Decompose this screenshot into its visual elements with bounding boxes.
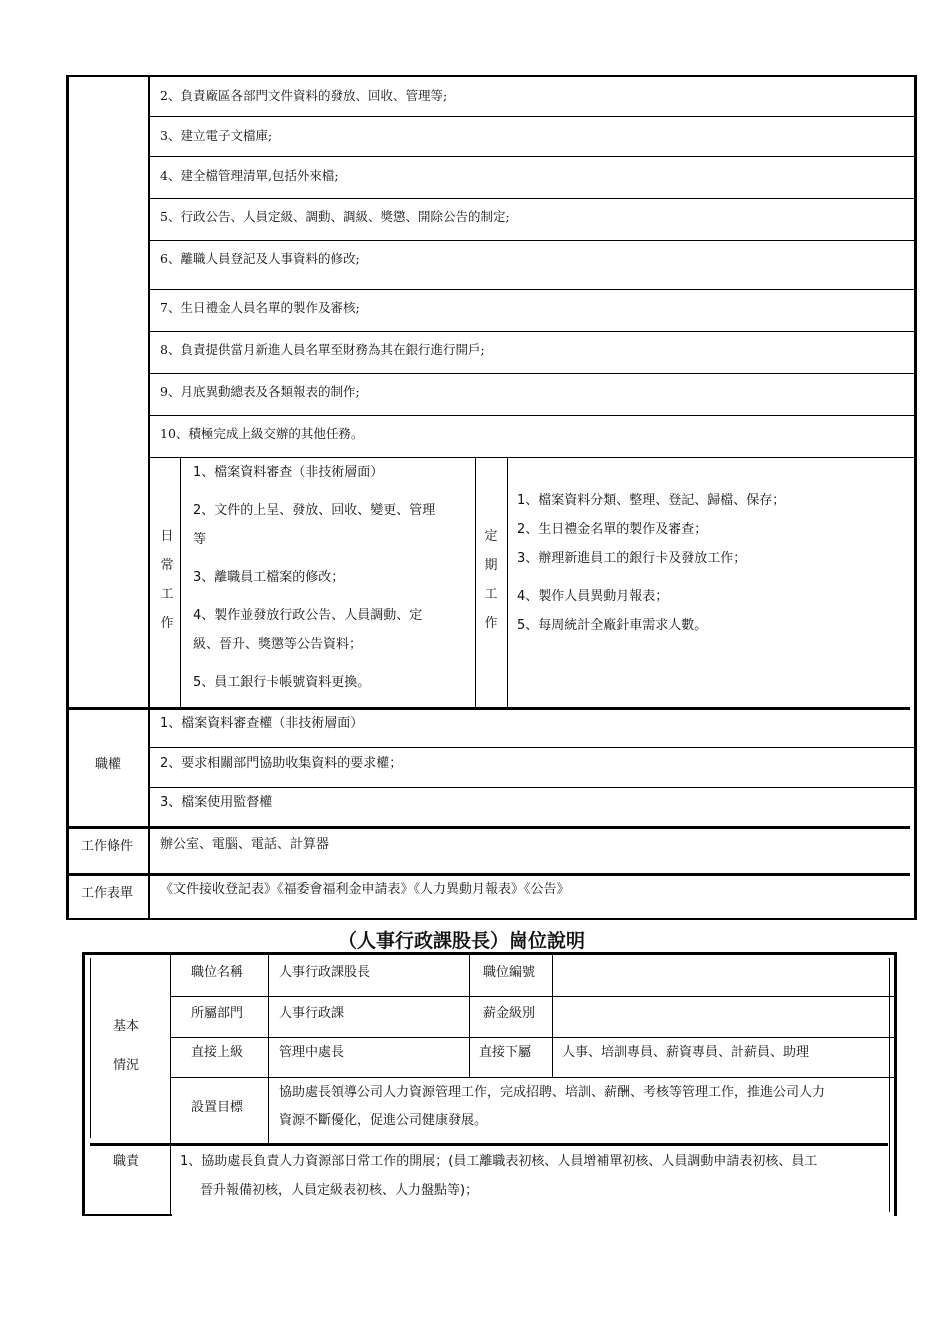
duty-item: 6、離職人員登記及人事資料的修改;	[160, 251, 360, 266]
duty-item: 3、建立電子文檔庫;	[160, 128, 273, 143]
duty-item: 8、負責提供當月新進人員名單至財務為其在銀行進行開戶;	[160, 342, 485, 357]
duty-item: 5、行政公告、人員定級、調動、調級、獎懲、開除公告的制定;	[160, 209, 510, 224]
daily-work-item: 3、離職員工檔案的修改；	[193, 570, 345, 585]
department-value: 人事行政課	[279, 1006, 345, 1021]
daily-work-item: 級、晉升、獎懲等公告資料；	[193, 637, 363, 652]
daily-work-item: 4、製作並發放行政公告、人員調動、定	[193, 608, 423, 623]
goal-value: 資源不斷優化，促進公司健康發展。	[279, 1113, 488, 1128]
duty-label: 職責	[113, 1154, 140, 1169]
daily-work-item: 1、檔案資料審查（非技術層面）	[193, 465, 384, 480]
duty-value: 1、協助處長負責人力資源部日常工作的開展；(員工離職表初核、人員增補單初核、人員調動申請表初核、員工	[180, 1154, 818, 1169]
position-name-value: 人事行政課股長	[279, 965, 371, 980]
authority-item: 3、檔案使用監督權	[160, 795, 273, 810]
direct-superior-value: 管理中處長	[279, 1045, 345, 1060]
authority-label: 職權	[95, 757, 122, 772]
periodic-work-item: 5、每周統計全廠針車需求人數。	[517, 618, 708, 633]
periodic-work-label: 定 期 工 作	[484, 529, 498, 631]
work-forms-label: 工作表單	[81, 886, 134, 901]
daily-work-item: 5、員工銀行卡帳號資料更換。	[193, 675, 371, 690]
department-label: 所屬部門	[191, 1006, 244, 1021]
duty-item: 4、建全檔管理清單,包括外來檔;	[160, 168, 339, 183]
work-conditions-label: 工作條件	[81, 839, 134, 854]
daily-work-label: 日 常 工 作	[160, 529, 174, 631]
direct-subordinate-value: 人事、培訓專員、薪資專員、計薪員、助理	[562, 1045, 810, 1060]
authority-item: 1、檔案資料審查權（非技術層面）	[160, 716, 364, 731]
authority-item: 2、要求相關部門協助收集資料的要求權；	[160, 756, 403, 771]
duty-item: 10、積極完成上級交辦的其他任務。	[160, 426, 364, 441]
work-forms-value: 《文件接收登記表》《福委會福利金申請表》《人力異動月報表》《公告》	[160, 882, 570, 897]
duty-item: 7、生日禮金人員名單的製作及審核;	[160, 300, 360, 315]
periodic-work-item: 2、生日禮金名單的製作及審查；	[517, 522, 708, 537]
position-description-title: （人事行政課股長）崗位說明	[338, 930, 586, 952]
goal-label: 設置目標	[191, 1100, 244, 1115]
periodic-work-item: 1、檔案資料分類、整理、登記、歸檔、保存；	[517, 493, 786, 508]
periodic-work-item: 3、辦理新進員工的銀行卡及發放工作；	[517, 551, 747, 566]
daily-work-item: 等	[193, 532, 207, 547]
basic-info-label: 基本	[113, 1019, 140, 1034]
position-name-label: 職位名稱	[191, 965, 244, 980]
duty-item: 2、負責廠區各部門文件資料的發放、回收、管理等;	[160, 88, 448, 103]
goal-value: 協助處長領導公司人力資源管理工作，完成招聘、培訓、薪酬、考核等管理工作，推進公司人力	[279, 1085, 826, 1100]
duty-value: 晉升報備初核，人員定級表初核、人力盤點等)；	[200, 1183, 479, 1198]
salary-grade-label: 薪金級別	[483, 1006, 536, 1021]
work-conditions-value: 辦公室、電腦、電話、計算器	[160, 837, 330, 852]
basic-info-label: 情況	[113, 1058, 140, 1073]
direct-subordinate-label: 直接下屬	[479, 1045, 532, 1060]
daily-work-item: 2、文件的上呈、發放、回收、變更、管理	[193, 503, 436, 518]
direct-superior-label: 直接上級	[191, 1045, 244, 1060]
periodic-work-item: 4、製作人員異動月報表；	[517, 589, 669, 604]
position-no-label: 職位編號	[483, 965, 536, 980]
duty-item: 9、月底異動總表及各類報表的制作;	[160, 384, 360, 399]
